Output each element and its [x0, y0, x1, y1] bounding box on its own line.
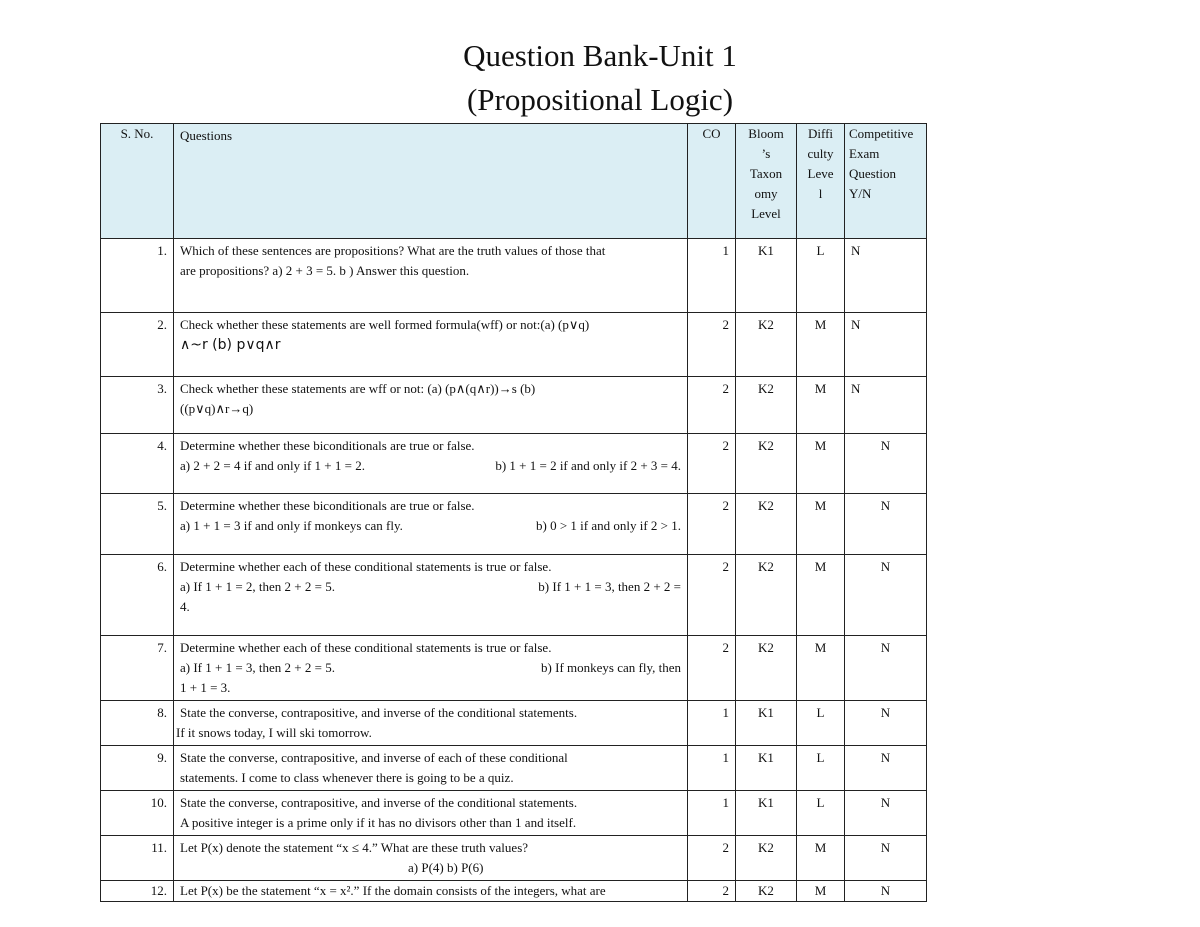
row-competitive: N	[845, 746, 927, 791]
row-competitive: N	[845, 836, 927, 881]
row-co: 1	[688, 239, 736, 313]
row-question	[174, 377, 688, 434]
table-row	[101, 239, 927, 313]
row-sno: 9.	[101, 746, 174, 791]
question-line: Determine whether each of these conditional statements is true or false.	[180, 640, 552, 655]
header-questions: Questions	[174, 124, 688, 239]
row-bloom-level: K2	[736, 881, 797, 902]
table-row	[101, 494, 927, 555]
option-b: b) 0 > 1 if and only if 2 > 1.	[535, 518, 681, 533]
row-sno: 12.	[101, 881, 174, 902]
row-question	[174, 746, 688, 791]
row-difficulty: M	[797, 494, 845, 555]
row-competitive: N	[845, 494, 927, 555]
row-bloom-level: K2	[736, 494, 797, 555]
document-title: Question Bank-Unit 1	[463, 38, 737, 73]
row-co: 2	[688, 836, 736, 881]
header-bloom-line: omy	[754, 186, 778, 201]
option-a: a) If 1 + 1 = 2, then 2 + 2 = 5.	[180, 579, 335, 594]
question-options	[180, 658, 681, 678]
row-difficulty: L	[797, 791, 845, 836]
row-difficulty: M	[797, 636, 845, 701]
header-competitive-line: Question	[849, 166, 896, 181]
row-question	[174, 881, 688, 902]
row-co: 2	[688, 434, 736, 494]
row-bloom-level: K1	[736, 791, 797, 836]
row-co: 2	[688, 377, 736, 434]
row-co: 1	[688, 701, 736, 746]
row-question	[174, 701, 688, 746]
row-bloom-level: K2	[736, 555, 797, 636]
row-sno: 6.	[101, 555, 174, 636]
table-row	[101, 313, 927, 377]
row-sno: 5.	[101, 494, 174, 555]
question-line: statements. I come to class whenever there is going to be a quiz.	[180, 770, 514, 785]
header-sno: S. No.	[101, 124, 174, 239]
row-co: 2	[688, 636, 736, 701]
question-line: are propositions? a) 2 + 3 = 5. b ) Answer this question.	[180, 263, 470, 278]
row-bloom-level: K2	[736, 434, 797, 494]
question-line: Which of these sentences are propositions? What are the truth values of those that	[180, 243, 606, 258]
question-line: State the converse, contrapositive, and inverse of the conditional statements.	[180, 705, 578, 720]
row-question	[174, 636, 688, 701]
table-row	[101, 836, 927, 881]
question-line: A positive integer is a prime only if it has no divisors other than 1 and itself.	[180, 815, 577, 830]
question-options	[180, 577, 681, 597]
row-bloom-level: K2	[736, 636, 797, 701]
row-competitive: N	[845, 377, 927, 434]
row-competitive: N	[845, 555, 927, 636]
header-bloom-line: Bloom	[748, 126, 784, 141]
table-row	[101, 434, 927, 494]
row-co: 1	[688, 791, 736, 836]
header-competitive-line: Competitive	[849, 126, 914, 141]
row-question	[174, 239, 688, 313]
header-difficulty-line: Leve	[807, 166, 834, 181]
row-sno: 10.	[101, 791, 174, 836]
row-question	[174, 836, 688, 881]
row-difficulty: M	[797, 881, 845, 902]
question-line: ∧~r (b) p∨q∧r	[180, 337, 281, 353]
question-line: 4.	[180, 599, 190, 614]
row-competitive: N	[845, 881, 927, 902]
row-question	[174, 434, 688, 494]
row-difficulty: M	[797, 377, 845, 434]
row-sno: 1.	[101, 239, 174, 313]
row-sno: 7.	[101, 636, 174, 701]
row-difficulty: L	[797, 746, 845, 791]
table-row	[101, 636, 927, 701]
question-line: ((p∨q)∧r→q)	[180, 401, 254, 416]
option-a: a) If 1 + 1 = 3, then 2 + 2 = 5.	[180, 660, 335, 675]
header-co: CO	[688, 124, 736, 239]
row-bloom-level: K1	[736, 746, 797, 791]
row-co: 2	[688, 313, 736, 377]
header-bloom-level	[736, 124, 797, 239]
row-competitive: N	[845, 239, 927, 313]
header-bloom-line: Taxon	[749, 166, 783, 181]
header-row	[101, 124, 927, 239]
row-bloom-level: K1	[736, 239, 797, 313]
row-co: 1	[688, 746, 736, 791]
row-co: 2	[688, 881, 736, 902]
table-row	[101, 555, 927, 636]
header-bloom-line: ’s	[761, 146, 771, 161]
row-question	[174, 791, 688, 836]
table-row	[101, 701, 927, 746]
header-competitive-exam	[845, 124, 927, 239]
option-a: a) 1 + 1 = 3 if and only if monkeys can fly.	[180, 518, 403, 533]
row-question	[174, 555, 688, 636]
row-difficulty: M	[797, 313, 845, 377]
question-line: Let P(x) be the statement “x = x².” If the domain consists of the integers, what are	[180, 883, 606, 898]
table-row	[101, 377, 927, 434]
table-row	[101, 881, 927, 902]
question-bank-table	[100, 123, 927, 902]
row-bloom-level: K2	[736, 377, 797, 434]
row-competitive: N	[845, 313, 927, 377]
option-b: b) If monkeys can fly, then	[541, 660, 681, 675]
header-difficulty-line: l	[818, 186, 823, 201]
row-sno: 11.	[101, 836, 174, 881]
row-sno: 2.	[101, 313, 174, 377]
row-difficulty: M	[797, 434, 845, 494]
row-sno: 4.	[101, 434, 174, 494]
header-difficulty-level	[797, 124, 845, 239]
question-line: Check whether these statements are wff or not: (a) (p∧(q∧r))→s (b)	[180, 381, 536, 396]
document-subtitle: (Propositional Logic)	[466, 82, 734, 117]
option-a: a) 2 + 2 = 4 if and only if 1 + 1 = 2.	[180, 458, 365, 473]
question-line: State the converse, contrapositive, and inverse of the conditional statements.	[180, 795, 578, 810]
table-row	[101, 791, 927, 836]
question-line: 1 + 1 = 3.	[180, 680, 231, 695]
row-bloom-level: K2	[736, 313, 797, 377]
question-options	[180, 456, 681, 476]
option-b: b) If 1 + 1 = 3, then 2 + 2 =	[538, 579, 681, 594]
question-line: State the converse, contrapositive, and inverse of each of these conditional	[180, 750, 568, 765]
row-co: 2	[688, 494, 736, 555]
row-difficulty: M	[797, 555, 845, 636]
row-competitive: N	[845, 434, 927, 494]
row-difficulty: L	[797, 239, 845, 313]
row-difficulty: M	[797, 836, 845, 881]
row-sno: 8.	[101, 701, 174, 746]
row-difficulty: L	[797, 701, 845, 746]
header-competitive-line: Exam	[849, 146, 880, 161]
header-difficulty-line: culty	[807, 146, 834, 161]
question-line: Determine whether each of these conditional statements is true or false.	[180, 559, 552, 574]
question-line: If it snows today, I will ski tomorrow.	[176, 725, 372, 740]
header-bloom-line: Level	[751, 206, 781, 221]
header-competitive-line: Y/N	[849, 186, 872, 201]
question-line: Determine whether these biconditionals are true or false.	[180, 438, 475, 453]
table-row	[101, 746, 927, 791]
row-question	[174, 494, 688, 555]
row-competitive: N	[845, 636, 927, 701]
question-line: Check whether these statements are well formed formula(wff) or not:(a) (p∨q)	[180, 317, 590, 332]
header-difficulty-line: Diffi	[807, 126, 834, 141]
question-line: a) P(4) b) P(6)	[408, 860, 484, 875]
row-competitive: N	[845, 791, 927, 836]
row-bloom-level: K1	[736, 701, 797, 746]
row-competitive: N	[845, 701, 927, 746]
question-line: Let P(x) denote the statement “x ≤ 4.” What are these truth values?	[180, 840, 529, 855]
question-options	[180, 516, 681, 536]
row-sno: 3.	[101, 377, 174, 434]
question-line: Determine whether these biconditionals are true or false.	[180, 498, 475, 513]
row-question	[174, 313, 688, 377]
row-bloom-level: K2	[736, 836, 797, 881]
option-b: b) 1 + 1 = 2 if and only if 2 + 3 = 4.	[495, 458, 681, 473]
row-co: 2	[688, 555, 736, 636]
